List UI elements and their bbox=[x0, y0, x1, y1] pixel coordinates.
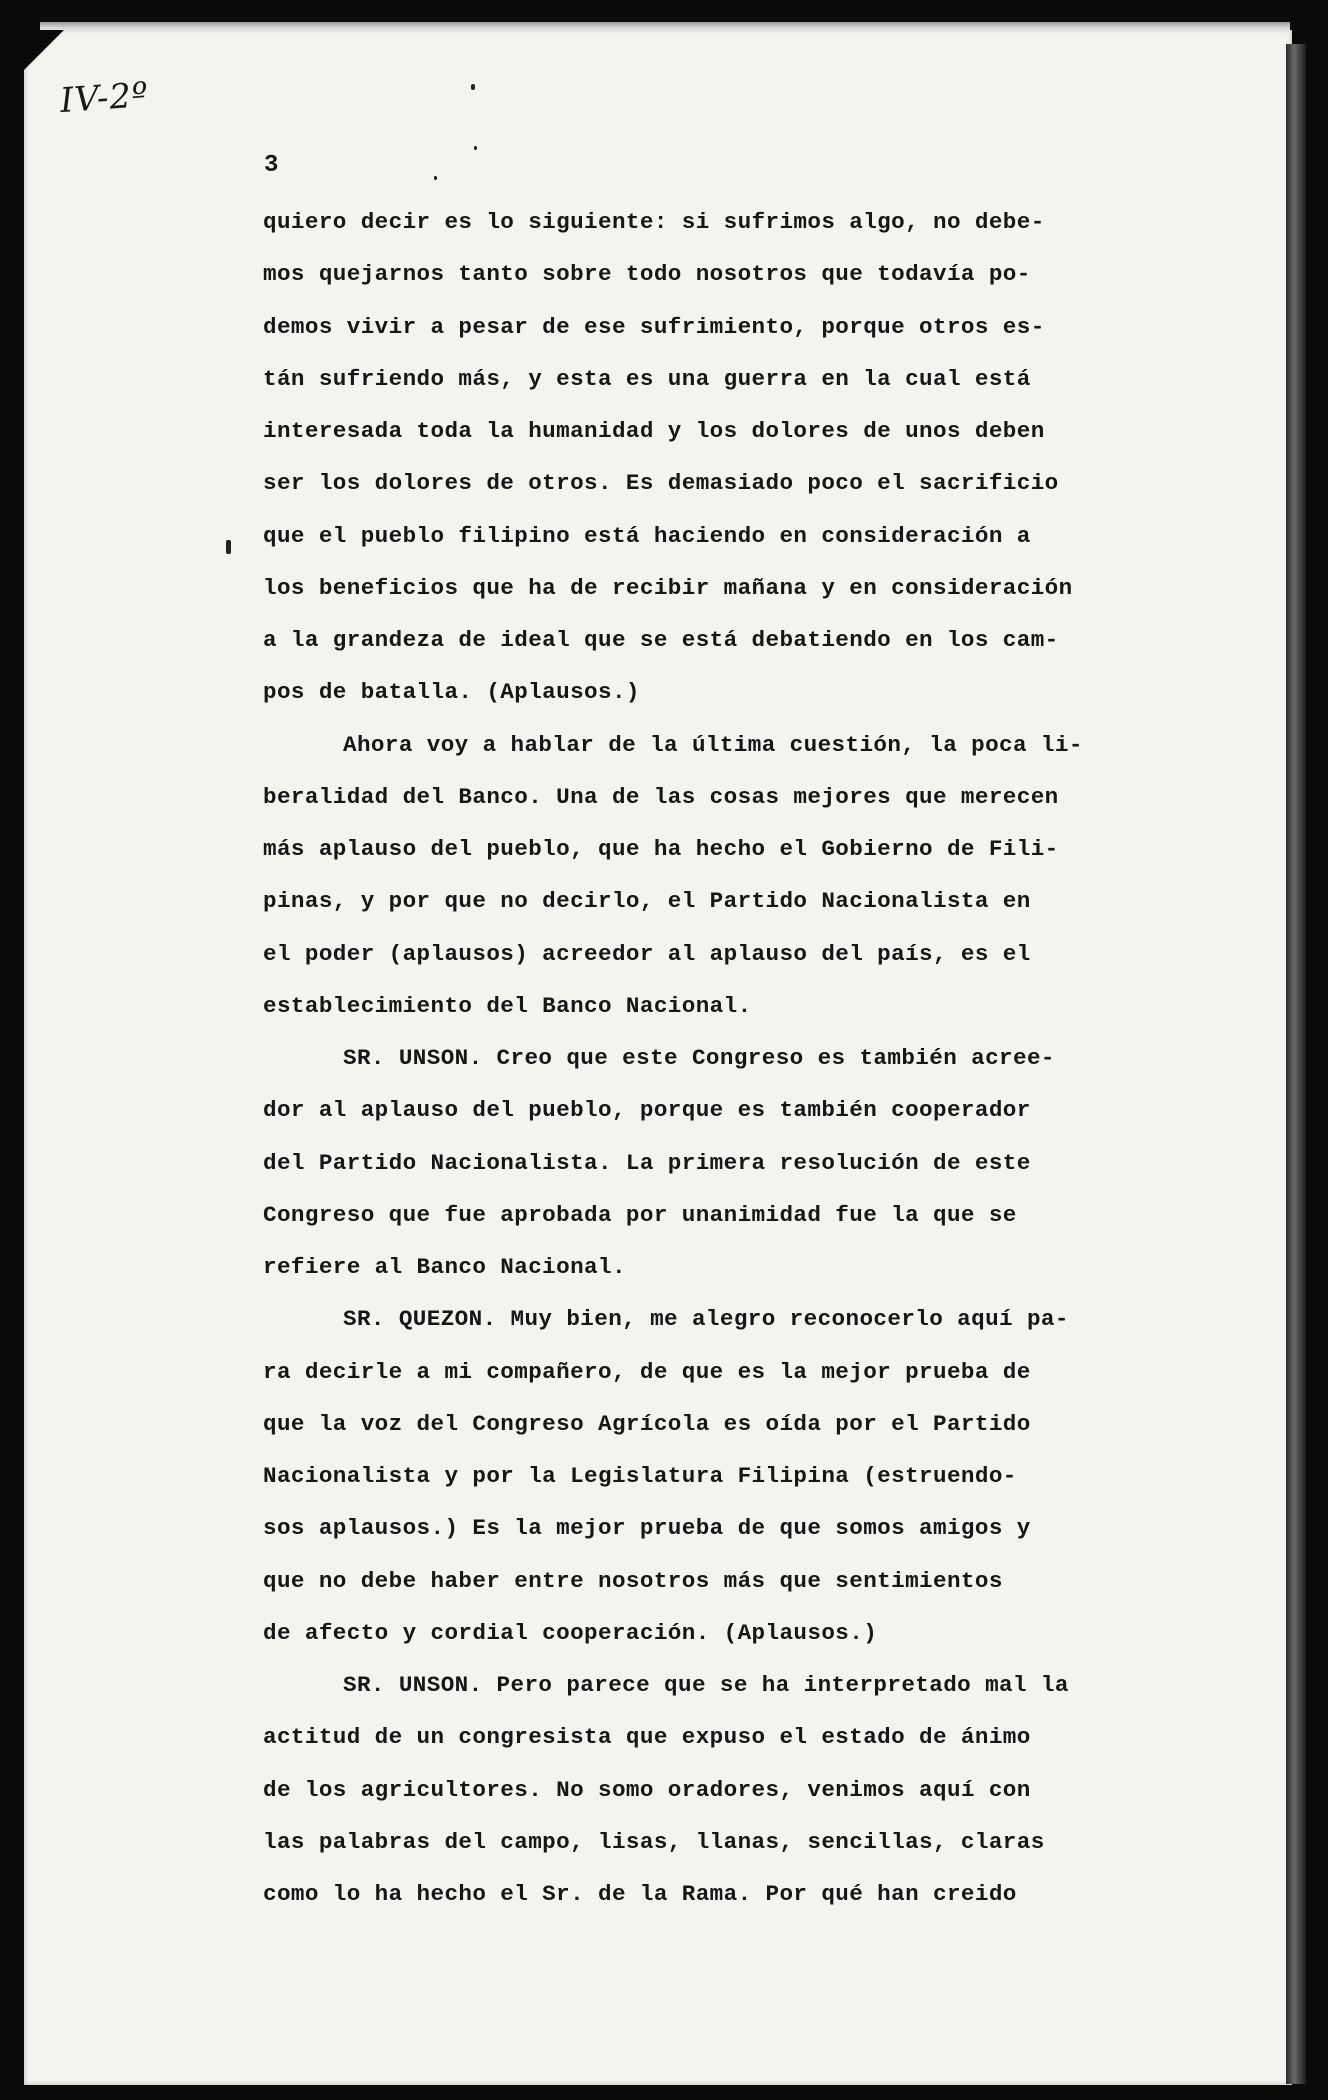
text-line: establecimiento del Banco Nacional. bbox=[263, 992, 752, 1019]
text-line: dor al aplauso del pueblo, porque es también cooperador bbox=[263, 1097, 1031, 1124]
text-line: a la grandeza de ideal que se está debatiendo en los cam- bbox=[263, 627, 1059, 653]
handwritten-note: IV-2º bbox=[58, 74, 151, 122]
text-line: quiero decir es lo siguiente: si sufrimos algo, no debe- bbox=[263, 209, 1045, 235]
page-right-edge bbox=[1286, 44, 1306, 2084]
paragraph-first-line: SR. UNSON. Pero parece que se ha interpretado mal la bbox=[343, 1672, 1069, 1698]
text-line: de afecto y cordial cooperación. (Aplausos.) bbox=[263, 1619, 878, 1646]
text-line: interesada toda la humanidad y los dolores de unos deben bbox=[263, 418, 1045, 444]
text-line: que el pueblo filipino está haciendo en consideración a bbox=[263, 522, 1031, 549]
text-line: del Partido Nacionalista. La primera resolución de este bbox=[263, 1149, 1031, 1176]
page-top-edge bbox=[40, 22, 1290, 34]
folded-corner bbox=[24, 30, 64, 70]
text-line: como lo ha hecho el Sr. de la Rama. Por qué han creido bbox=[263, 1881, 1017, 1907]
text-line: las palabras del campo, lisas, llanas, sencillas, claras bbox=[263, 1828, 1045, 1855]
text-line: sos aplausos.) Es la mejor prueba de que somos amigos y bbox=[263, 1515, 1031, 1542]
text-line: beralidad del Banco. Una de las cosas mejores que merecen bbox=[263, 783, 1059, 810]
paragraph-first-line: SR. UNSON. Creo que este Congreso es también acree- bbox=[343, 1045, 1055, 1071]
text-line: los beneficios que ha de recibir mañana y en consideración bbox=[263, 574, 1073, 601]
text-line: pos de batalla. (Aplausos.) bbox=[263, 679, 640, 706]
ink-speck bbox=[471, 84, 475, 90]
text-line: Congreso que fue aprobada por unanimidad fue la que se bbox=[263, 1201, 1017, 1228]
text-line: mos quejarnos tanto sobre todo nosotros que todavía po- bbox=[263, 261, 1031, 288]
text-line: refiere al Banco Nacional. bbox=[263, 1254, 626, 1280]
ink-speck bbox=[474, 146, 477, 150]
text-line: el poder (aplausos) acreedor al aplauso del país, es el bbox=[263, 940, 1031, 967]
ink-speck bbox=[226, 540, 231, 554]
text-line: de los agricultores. No somo oradores, venimos aquí con bbox=[263, 1776, 1031, 1803]
text-line: demos vivir a pesar de ese sufrimiento, porque otros es- bbox=[263, 313, 1045, 340]
text-line: Nacionalista y por la Legislatura Filipina (estruendo- bbox=[263, 1463, 1017, 1489]
text-line: que la voz del Congreso Agrícola es oída por el Partido bbox=[263, 1410, 1031, 1437]
body-text bbox=[263, 196, 1193, 1920]
text-line: más aplauso del pueblo, que ha hecho el Gobierno de Fili- bbox=[263, 836, 1059, 862]
text-line: actitud de un congresista que expuso el estado de ánimo bbox=[263, 1724, 1031, 1751]
text-line: pinas, y por que no decirlo, el Partido Nacionalista en bbox=[263, 888, 1031, 915]
text-line: ra decirle a mi compañero, de que es la mejor prueba de bbox=[263, 1358, 1031, 1385]
paragraph-first-line: Ahora voy a hablar de la última cuestión, la poca li- bbox=[343, 731, 1083, 758]
paragraph-first-line: SR. QUEZON. Muy bien, me alegro reconocerlo aquí pa- bbox=[343, 1306, 1069, 1333]
page-number: 3 bbox=[264, 152, 279, 179]
text-line: ser los dolores de otros. Es demasiado poco el sacrificio bbox=[263, 470, 1059, 497]
text-line: que no debe haber entre nosotros más que sentimientos bbox=[263, 1567, 1003, 1594]
ink-speck bbox=[434, 176, 437, 180]
text-line: tán sufriendo más, y esta es una guerra en la cual está bbox=[263, 365, 1031, 392]
